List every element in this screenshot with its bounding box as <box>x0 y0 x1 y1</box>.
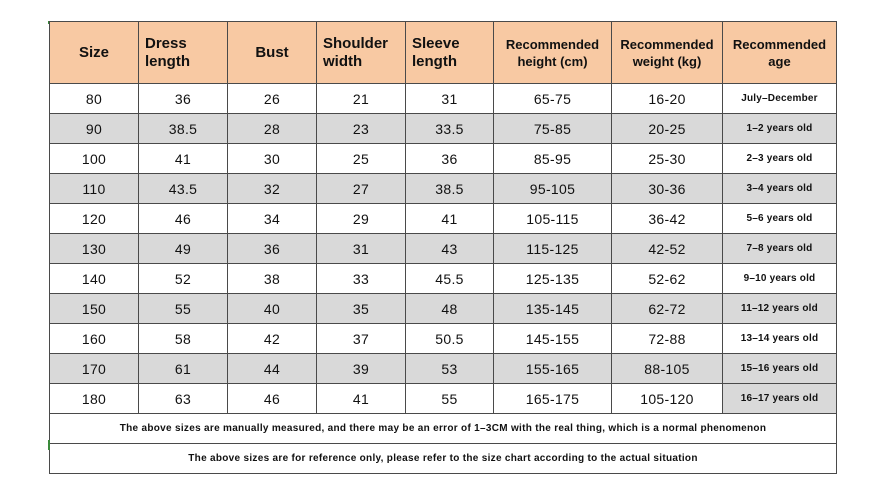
weight-cell: 105-120 <box>612 384 723 414</box>
dress-length-cell: 61 <box>139 354 228 384</box>
header-recommended-age: Recommended age <box>723 22 837 84</box>
note-row <box>50 414 837 444</box>
bust-cell: 30 <box>228 144 317 174</box>
age-cell: 13–14 years old <box>723 324 837 354</box>
table-row <box>50 324 837 354</box>
table-row <box>50 114 837 144</box>
weight-cell: 20-25 <box>612 114 723 144</box>
height-cell: 125-135 <box>494 264 612 294</box>
height-cell: 135-145 <box>494 294 612 324</box>
height-cell: 165-175 <box>494 384 612 414</box>
header-recommended-weight: Recommended weight (kg) <box>612 22 723 84</box>
bust-cell: 28 <box>228 114 317 144</box>
size-cell: 110 <box>50 174 139 204</box>
height-cell: 75-85 <box>494 114 612 144</box>
table-row <box>50 174 837 204</box>
age-cell: 7–8 years old <box>723 234 837 264</box>
header-row <box>50 22 837 84</box>
sleeve-length-cell: 50.5 <box>406 324 494 354</box>
shoulder-width-cell: 37 <box>317 324 406 354</box>
header-shoulder-width: Shoulder width <box>317 22 406 84</box>
size-chart-table <box>49 21 837 474</box>
table-row <box>50 384 837 414</box>
size-cell: 180 <box>50 384 139 414</box>
sleeve-length-cell: 48 <box>406 294 494 324</box>
bust-cell: 46 <box>228 384 317 414</box>
size-cell: 90 <box>50 114 139 144</box>
size-cell: 100 <box>50 144 139 174</box>
shoulder-width-cell: 35 <box>317 294 406 324</box>
height-cell: 155-165 <box>494 354 612 384</box>
sleeve-length-cell: 53 <box>406 354 494 384</box>
age-cell: 11–12 years old <box>723 294 837 324</box>
sleeve-length-cell: 55 <box>406 384 494 414</box>
weight-cell: 88-105 <box>612 354 723 384</box>
table-row <box>50 204 837 234</box>
shoulder-width-cell: 23 <box>317 114 406 144</box>
dress-length-cell: 55 <box>139 294 228 324</box>
age-cell: 2–3 years old <box>723 144 837 174</box>
dress-length-cell: 41 <box>139 144 228 174</box>
sleeve-length-cell: 45.5 <box>406 264 494 294</box>
age-cell: 3–4 years old <box>723 174 837 204</box>
table-row <box>50 294 837 324</box>
shoulder-width-cell: 39 <box>317 354 406 384</box>
header-recommended-height: Recommended height (cm) <box>494 22 612 84</box>
height-cell: 115-125 <box>494 234 612 264</box>
bust-cell: 36 <box>228 234 317 264</box>
table-row <box>50 144 837 174</box>
shoulder-width-cell: 27 <box>317 174 406 204</box>
size-cell: 170 <box>50 354 139 384</box>
table-row <box>50 354 837 384</box>
dress-length-cell: 63 <box>139 384 228 414</box>
shoulder-width-cell: 33 <box>317 264 406 294</box>
size-cell: 120 <box>50 204 139 234</box>
weight-cell: 62-72 <box>612 294 723 324</box>
shoulder-width-cell: 21 <box>317 84 406 114</box>
height-cell: 145-155 <box>494 324 612 354</box>
size-cell: 140 <box>50 264 139 294</box>
age-cell: 5–6 years old <box>723 204 837 234</box>
dress-length-cell: 52 <box>139 264 228 294</box>
bust-cell: 26 <box>228 84 317 114</box>
bust-cell: 44 <box>228 354 317 384</box>
age-cell: July–December <box>723 84 837 114</box>
age-cell: 9–10 years old <box>723 264 837 294</box>
table-row <box>50 234 837 264</box>
weight-cell: 72-88 <box>612 324 723 354</box>
dress-length-cell: 43.5 <box>139 174 228 204</box>
weight-cell: 30-36 <box>612 174 723 204</box>
header-size: Size <box>50 22 139 84</box>
sleeve-length-cell: 38.5 <box>406 174 494 204</box>
sleeve-length-cell: 43 <box>406 234 494 264</box>
header-sleeve-length: Sleeve length <box>406 22 494 84</box>
dress-length-cell: 46 <box>139 204 228 234</box>
sleeve-length-cell: 36 <box>406 144 494 174</box>
shoulder-width-cell: 29 <box>317 204 406 234</box>
weight-cell: 25-30 <box>612 144 723 174</box>
size-cell: 130 <box>50 234 139 264</box>
weight-cell: 36-42 <box>612 204 723 234</box>
measurement-note: The above sizes are manually measured, and there may be an error of 1–3CM with the real thing, which is a normal phenomenon <box>50 414 837 444</box>
bust-cell: 40 <box>228 294 317 324</box>
shoulder-width-cell: 31 <box>317 234 406 264</box>
bust-cell: 42 <box>228 324 317 354</box>
dress-length-cell: 58 <box>139 324 228 354</box>
age-cell: 16–17 years old <box>723 384 837 414</box>
age-cell: 1–2 years old <box>723 114 837 144</box>
weight-cell: 42-52 <box>612 234 723 264</box>
size-cell: 150 <box>50 294 139 324</box>
sleeve-length-cell: 41 <box>406 204 494 234</box>
edge-marker <box>48 440 50 450</box>
bust-cell: 34 <box>228 204 317 234</box>
height-cell: 105-115 <box>494 204 612 234</box>
bust-cell: 32 <box>228 174 317 204</box>
dress-length-cell: 36 <box>139 84 228 114</box>
size-cell: 160 <box>50 324 139 354</box>
sleeve-length-cell: 33.5 <box>406 114 494 144</box>
header-dress-length: Dress length <box>139 22 228 84</box>
size-cell: 80 <box>50 84 139 114</box>
dress-length-cell: 49 <box>139 234 228 264</box>
note-row <box>50 444 837 474</box>
table-row <box>50 264 837 294</box>
sleeve-length-cell: 31 <box>406 84 494 114</box>
header-bust: Bust <box>228 22 317 84</box>
height-cell: 65-75 <box>494 84 612 114</box>
age-cell: 15–16 years old <box>723 354 837 384</box>
shoulder-width-cell: 25 <box>317 144 406 174</box>
bust-cell: 38 <box>228 264 317 294</box>
reference-note: The above sizes are for reference only, please refer to the size chart according to the actual situation <box>50 444 837 474</box>
height-cell: 85-95 <box>494 144 612 174</box>
weight-cell: 16-20 <box>612 84 723 114</box>
weight-cell: 52-62 <box>612 264 723 294</box>
shoulder-width-cell: 41 <box>317 384 406 414</box>
height-cell: 95-105 <box>494 174 612 204</box>
table-row <box>50 84 837 114</box>
dress-length-cell: 38.5 <box>139 114 228 144</box>
